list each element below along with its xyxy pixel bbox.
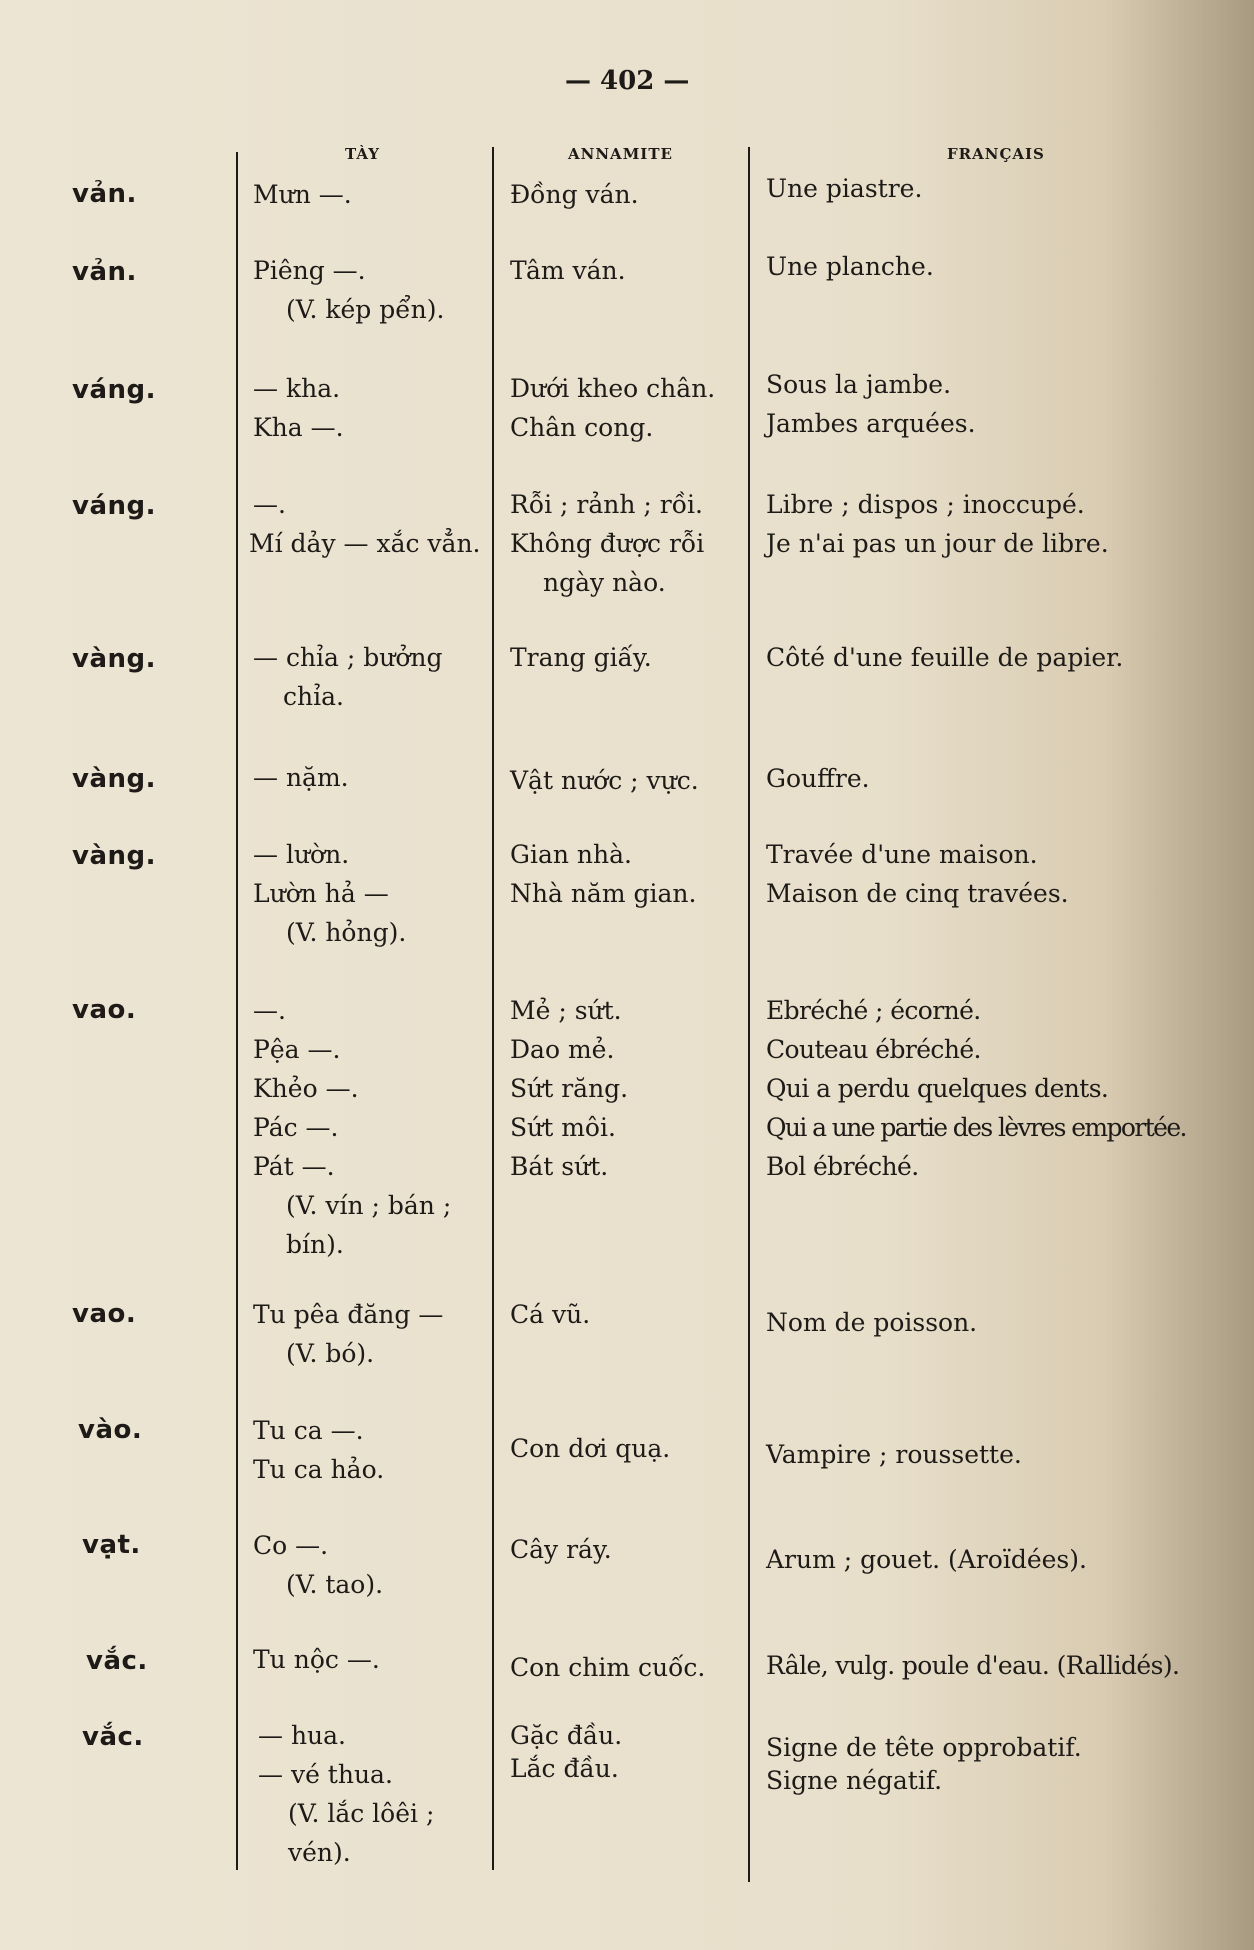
francais-line: Vampire ; roussette. (766, 1440, 1022, 1469)
francais-column (766, 759, 1226, 798)
francais-line: Arum ; gouet. (Aroïdées). (766, 1545, 1087, 1574)
scanned-page: — 402 — TÀY ANNAMITE FRANÇAIS vản. Mưn —. Đồng ván. Une piastre. vản. Piêng —. (V. kép pển). Tâm ván. Une planche. váng. — kha. Kha —. Dưới kheo chân. Chân cong. Sous la jambe. Jambes arquées. váng. —. Mí dảy — xắc vẳn. Rỗi ; rảnh ; rồi. Không được rỗi ngày nào. Libre ; dispos ; inoccupé. Je n'ai pas un jour de libre. vàng. — chỉa ; bưởng chỉa. Trang giấy. Côté d'une feuille de papier. vàng. — nặm. Vật nước ; vực. Gouffre. vàng. — lườn. Lườn hả — (V. hỏng). Gian nhà. Nhà năm gian. Travée d'une maison. Maison de cinq travées. vao. —. Pệa —. Khẻo —. Pác —. Pát —. (V. vín ; bán ; bín). Mẻ ; sứt. Dao mẻ. Sứt răng. Sứt môi. Bát sứt. Ebréché ; écorné. Couteau ébréché. Qui a perdu quelques dents. Qui a une partie des lèvres emportée. Bol ébréché. vao. Tu pêa đăng — (V. bó). Cá vũ. Nom de poisson. vào. Tu ca —. Tu ca hảo. Con dơi quạ. Vampire ; roussette. vạt. Co —. (V. tao). Cây ráy. Arum ; gouet. (Aroïdées). vắc. Tu nộc —. Con chim cuốc. Râle, vulg. poule d'eau. (Rallidés). vắc. — hua. — vé thua. (V. lắc lôêi ; vén). Gặc đầu. Lắc đầu. Signe de tête opprobatif. Signe négatif. (0, 0, 1254, 1950)
annamite-line: Trang giấy. (510, 643, 652, 672)
annamite-column (510, 175, 750, 214)
francais-line: Couteau ébréché. (766, 1035, 981, 1064)
annamite-column (510, 835, 750, 913)
annamite-column (510, 1295, 750, 1334)
annamite-line: Lắc đầu. (510, 1754, 619, 1783)
tay-line: Tu pêa đăng — (253, 1300, 444, 1329)
annamite-line: Cây ráy. (510, 1535, 612, 1564)
tay-column (253, 638, 493, 716)
tay-line: bín). (286, 1230, 344, 1259)
tay-line: (V. kép pển). (286, 295, 445, 324)
tay-line: — kha. (253, 374, 341, 403)
annamite-column (510, 761, 750, 800)
francais-column (766, 1540, 1226, 1579)
annamite-line: ngày nào. (543, 568, 666, 597)
headword: vắc. (86, 1646, 148, 1676)
tay-line: (V. tao). (286, 1570, 384, 1599)
francais-line: Qui a une partie des lèvres emportée. (766, 1113, 1186, 1142)
annamite-column (510, 991, 750, 1186)
tay-column (253, 1295, 493, 1373)
header-annamite: ANNAMITE (568, 145, 673, 163)
francais-line: Bol ébréché. (766, 1152, 919, 1181)
francais-line: Qui a perdu quelques dents. (766, 1074, 1109, 1103)
annamite-line: Sứt răng. (510, 1074, 629, 1103)
header-francais: FRANÇAIS (947, 145, 1045, 163)
annamite-line: Dưới kheo chân. (510, 374, 716, 403)
tay-line: Pác —. (253, 1113, 339, 1142)
tay-line: Pát —. (253, 1152, 335, 1181)
annamite-line: Gian nhà. (510, 840, 632, 869)
tay-line: —. (253, 490, 286, 519)
francais-line: Gouffre. (766, 764, 870, 793)
annamite-line: Nhà năm gian. (510, 879, 697, 908)
headword: vao. (72, 995, 137, 1025)
tay-line: Tu ca —. (253, 1416, 364, 1445)
francais-column (766, 835, 1226, 913)
francais-line: Sous la jambe. (766, 370, 952, 399)
tay-line: — nặm. (253, 763, 349, 792)
annamite-column (510, 369, 750, 447)
tay-column (258, 1716, 498, 1872)
tay-column (253, 251, 493, 329)
tay-line: (V. lắc lôêi ; (288, 1799, 435, 1828)
francais-column (766, 169, 1226, 208)
headword: vàng. (72, 644, 156, 674)
tay-column (253, 1411, 493, 1489)
annamite-column (510, 485, 750, 602)
tay-line: Khẻo —. (253, 1074, 359, 1103)
tay-line: —. (253, 996, 286, 1025)
tay-column (253, 1640, 493, 1679)
francais-line: Je n'ai pas un jour de libre. (766, 529, 1109, 558)
tay-line: Kha —. (253, 413, 344, 442)
francais-line: Une piastre. (766, 174, 923, 203)
tay-column (253, 175, 493, 214)
francais-column (766, 1728, 1226, 1800)
annamite-column (510, 1530, 750, 1569)
annamite-column (510, 1648, 750, 1687)
francais-column (766, 365, 1226, 443)
tay-line: Co —. (253, 1531, 329, 1560)
tay-line: Mưn —. (253, 180, 352, 209)
tay-column (253, 1526, 493, 1604)
annamite-line: Vật nước ; vực. (510, 766, 699, 795)
annamite-line: Tâm ván. (510, 256, 626, 285)
annamite-line: Gặc đầu. (510, 1721, 623, 1750)
tay-line: Lườn hả — (253, 879, 389, 908)
headword: vạt. (82, 1530, 141, 1560)
tay-line: — hua. (258, 1721, 347, 1750)
annamite-line: Mẻ ; sứt. (510, 996, 622, 1025)
annamite-line: Con dơi quạ. (510, 1434, 671, 1463)
francais-line: Râle, vulg. poule d'eau. (Rallidés). (766, 1651, 1180, 1680)
annamite-line: Cá vũ. (510, 1300, 591, 1329)
tay-column (249, 485, 493, 563)
francais-line: Ebréché ; écorné. (766, 996, 981, 1025)
annamite-line: Dao mẻ. (510, 1035, 615, 1064)
tay-line: Mí dảy — xắc vẳn. (249, 529, 481, 558)
francais-line: Maison de cinq travées. (766, 879, 1069, 908)
headword: vản. (72, 179, 137, 209)
francais-column (766, 638, 1226, 677)
francais-column (766, 991, 1226, 1186)
francais-column (766, 1646, 1226, 1685)
annamite-column (510, 638, 750, 677)
francais-column (766, 247, 1226, 286)
tay-line: chỉa. (283, 682, 344, 711)
francais-column (766, 1435, 1226, 1474)
annamite-column (510, 1429, 750, 1468)
tay-line: Tu ca hảo. (253, 1455, 385, 1484)
francais-line: Signe négatif. (766, 1766, 943, 1795)
headword: vản. (72, 257, 137, 287)
annamite-line: Sứt môi. (510, 1113, 616, 1142)
tay-column (253, 758, 493, 797)
francais-line: Une planche. (766, 252, 934, 281)
francais-column (766, 485, 1226, 563)
headword: vắc. (82, 1722, 144, 1752)
annamite-column (510, 1716, 750, 1788)
annamite-column (510, 251, 750, 290)
francais-line: Travée d'une maison. (766, 840, 1038, 869)
francais-column (766, 1303, 1226, 1342)
annamite-line: Đồng ván. (510, 180, 639, 209)
headword: vao. (72, 1299, 137, 1329)
annamite-line: Rỗi ; rảnh ; rồi. (510, 490, 703, 519)
headword: vàng. (72, 841, 156, 871)
tay-column (253, 991, 493, 1264)
annamite-line: Chân cong. (510, 413, 654, 442)
annamite-line: Con chim cuốc. (510, 1653, 706, 1682)
tay-line: Tu nộc —. (253, 1645, 380, 1674)
headword: vào. (78, 1415, 143, 1445)
tay-line: vén). (288, 1838, 351, 1867)
francais-line: Signe de tête opprobatif. (766, 1733, 1082, 1762)
tay-line: Pệa —. (253, 1035, 341, 1064)
tay-line: (V. hỏng). (286, 918, 407, 947)
tay-line: — vé thua. (258, 1760, 393, 1789)
tay-line: — chỉa ; bưởng (253, 643, 443, 672)
francais-line: Jambes arquées. (766, 409, 976, 438)
annamite-line: Bát sứt. (510, 1152, 609, 1181)
tay-line: — lườn. (253, 840, 350, 869)
francais-line: Nom de poisson. (766, 1308, 978, 1337)
annamite-line: Không được rỗi (510, 529, 705, 558)
tay-line: Piêng —. (253, 256, 366, 285)
headword: váng. (72, 375, 156, 405)
tay-line: (V. vín ; bán ; (286, 1191, 452, 1220)
tay-column (253, 369, 493, 447)
header-tay: TÀY (345, 145, 380, 163)
headword: váng. (72, 491, 156, 521)
tay-column (253, 835, 493, 952)
headword: vàng. (72, 764, 156, 794)
francais-line: Libre ; dispos ; inoccupé. (766, 490, 1085, 519)
francais-line: Côté d'une feuille de papier. (766, 643, 1124, 672)
tay-line: (V. bó). (286, 1339, 375, 1368)
column-rule-1 (236, 152, 238, 1870)
